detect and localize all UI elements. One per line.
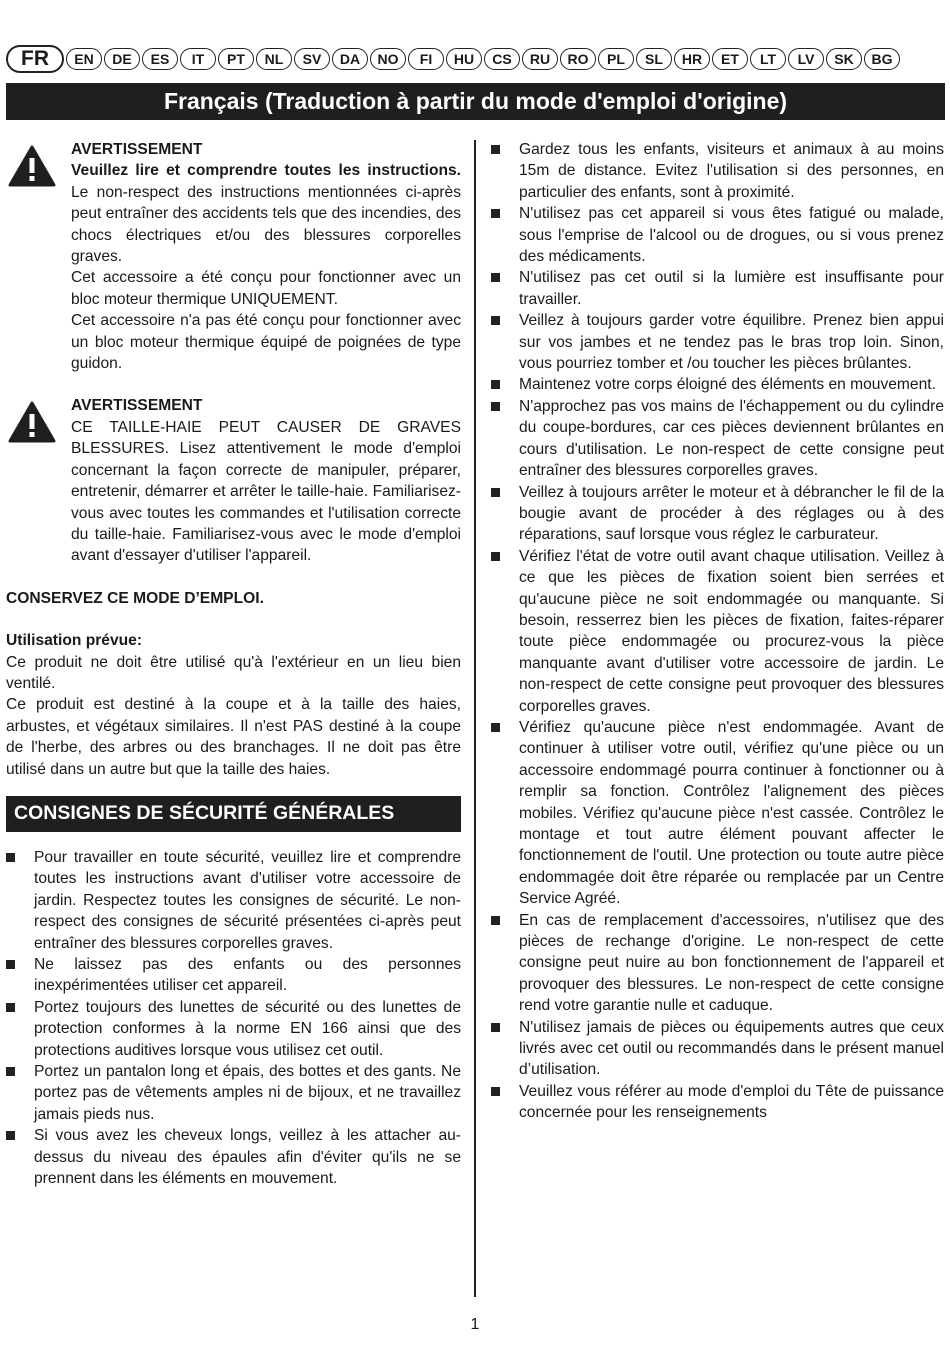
list-item: Vérifiez l'état de votre outil avant chaque utilisation. Veillez à ce que les pièces de fixation soient bien serrées et qu'aucune pièce ne soit endommagée ou manquante. Si besoin, resserrez bien les pièces de fixation, faites-réparer toute pièce endommagée ou procurez-vous la pièce manquante avant d'utiliser votre accessoire de jardin. Le non-respect de cette consigne peut provoquer des blessures corporelles graves. xyxy=(491,546,944,717)
lang-tab-fr: FR xyxy=(6,45,64,73)
lang-tab-sl: SL xyxy=(636,48,672,70)
column-divider xyxy=(474,140,476,1297)
warning-body: Le non-respect des instructions mentionnées ci-après peut entraîner des accidents tels que des incendies, des chocs électriques et/ou des blessures corporelles graves. xyxy=(71,183,461,266)
warning-lead: Veuillez lire et comprendre toutes les instructions. xyxy=(71,162,461,180)
lang-tab-et: ET xyxy=(712,48,748,70)
bullet-square-icon xyxy=(491,488,500,497)
bullet-square-icon xyxy=(6,1131,15,1140)
warning-text xyxy=(71,160,461,267)
warning-block-2 xyxy=(6,395,461,566)
lang-tab-lv: LV xyxy=(788,48,824,70)
lang-tab-pt: PT xyxy=(218,48,254,70)
bullet-square-icon xyxy=(491,916,500,925)
lang-tab-pl: PL xyxy=(598,48,634,70)
warning-para-2: Cet accessoire a été conçu pour fonctionner avec un bloc moteur thermique UNIQUEMENT. xyxy=(71,269,461,308)
lang-tab-da: DA xyxy=(332,48,368,70)
lang-tab-bg: BG xyxy=(864,48,900,70)
bullet-square-icon xyxy=(491,1023,500,1032)
bullet-square-icon xyxy=(491,273,500,282)
lang-tab-fi: FI xyxy=(408,48,444,70)
lang-tab-lt: LT xyxy=(750,48,786,70)
bullet-square-icon xyxy=(6,960,15,969)
bullet-square-icon xyxy=(6,1003,15,1012)
lang-tab-en: EN xyxy=(66,48,102,70)
bullet-square-icon xyxy=(491,380,500,389)
section-heading: CONSIGNES DE SÉCURITÉ GÉNÉRALES xyxy=(6,796,461,832)
lang-tab-nl: NL xyxy=(256,48,292,70)
list-item: Si vous avez les cheveux longs, veillez à les attacher au-dessus du niveau des épaules afin d'éviter qu'ils ne se prennent dans les éléments en mouvement. xyxy=(6,1125,461,1189)
list-item: N'utilisez jamais de pièces ou équipements autres que ceux livrés avec cet outil ou recommandés dans le présent manuel d’utilisation. xyxy=(491,1017,944,1081)
list-item: Vérifiez qu'aucune pièce n'est endommagée. Avant de continuer à utiliser votre outil, vérifiez qu'une pièce ou un accessoire endommagé pourra continuer à fonctionner ou à remplir sa fonction. Contrôlez l'alignement des pièces mobiles. Vérifiez qu'aucune pièce n'est cassée. Contrôlez le montage et tout autre élément pouvant affecter le fonctionnement de l'outil. Une protection ou toute autre pièce endommagée doit être réparée ou remplacée par un Centre Service Agréé. xyxy=(491,717,944,910)
bullet-square-icon xyxy=(6,853,15,862)
lang-tab-cs: CS xyxy=(484,48,520,70)
lang-tab-ru: RU xyxy=(522,48,558,70)
list-item: Portez un pantalon long et épais, des bottes et des gants. Ne portez pas de vêtements amples ni de bijoux, et ne travaillez jamais pieds nus. xyxy=(6,1061,461,1125)
list-item: Veuillez vous référer au mode d'emploi du Tête de puissance concernée pour les renseignements xyxy=(491,1081,944,1124)
bullet-square-icon xyxy=(491,723,500,732)
list-item: N'utilisez pas cet appareil si vous êtes fatigué ou malade, sous l'emprise de l'alcool ou de drogues, ou si vous prenez des médicaments. xyxy=(491,203,944,267)
list-item: Portez toujours des lunettes de sécurité ou des lunettes de protection conformes à la norme EN 166 ainsi que des protections auditives lorsque vous utilisez cet outil. xyxy=(6,997,461,1061)
page-number: 1 xyxy=(470,1316,480,1333)
list-item: Veillez à toujours arrêter le moteur et à débrancher le fil de la bougie avant de procéder à des réglages ou à des réparations, sauf lorsque vous réglez le carburateur. xyxy=(491,482,944,546)
bullet-square-icon xyxy=(491,402,500,411)
list-item: N'utilisez pas cet outil si la lumière est insuffisante pour travailler. xyxy=(491,267,944,310)
bullet-square-icon xyxy=(491,552,500,561)
lang-tab-hr: HR xyxy=(674,48,710,70)
list-item: Gardez tous les enfants, visiteurs et animaux à au moins 15m de distance. Evitez l'utilisation si des personnes, en particulier des enfants, sont à proximité. xyxy=(491,139,944,203)
list-item: En cas de remplacement d'accessoires, n'utilisez que des pièces de rechange d'origine. Le non-respect de cette consigne peut nuire au bon fonctionnement de l'appareil et provoquer des blessures. Le non-respect de cette consigne rend votre garantie nulle et caduque. xyxy=(491,910,944,1017)
list-item: Ne laissez pas des enfants ou des personnes inexpérimentées utiliser cet appareil. xyxy=(6,954,461,997)
intended-use-heading: Utilisation prévue: xyxy=(6,632,143,650)
lang-tab-hu: HU xyxy=(446,48,482,70)
bullet-square-icon xyxy=(491,145,500,154)
bullet-square-icon xyxy=(491,209,500,218)
lang-tab-sv: SV xyxy=(294,48,330,70)
right-column xyxy=(491,139,944,1124)
page-title: Français (Traduction à partir du mode d'emploi d'origine) xyxy=(6,83,945,120)
lang-tab-de: DE xyxy=(104,48,140,70)
warning-triangle-icon xyxy=(8,145,56,187)
lang-tab-sk: SK xyxy=(826,48,862,70)
left-column xyxy=(6,139,461,1189)
bullet-square-icon xyxy=(6,1067,15,1076)
lang-tab-it: IT xyxy=(180,48,216,70)
warning-heading: AVERTISSEMENT xyxy=(71,141,203,158)
safety-list-right xyxy=(491,139,944,1124)
list-item: Veillez à toujours garder votre équilibre. Prenez bien appui sur vos jambes et ne tendez pas le bras trop loin. Sinon, vous pourriez tomber et /ou toucher les pièces brûlantes. xyxy=(491,310,944,374)
safety-list-left xyxy=(6,847,461,1190)
bullet-square-icon xyxy=(491,316,500,325)
list-item: N'approchez pas vos mains de l'échappement ou du cylindre du coupe-bordures, car ces pièces deviennent brûlantes en cours d'utilisation. Le non-respect de cette consigne peut entraîner des blessures corporelles graves. xyxy=(491,396,944,482)
intended-use-para-2: Ce produit est destiné à la coupe et à la taille des haies, arbustes, et végétaux similaires. Il n'est PAS destiné à la coupe de l'herbe, des arbres ou des branchages. Il ne doit pas être utilisé dans un autre but que la taille des haies. xyxy=(6,696,461,778)
intended-use-para-1: Ce produit ne doit être utilisé qu'à l'extérieur en un lieu bien ventilé. xyxy=(6,653,461,692)
lang-tab-es: ES xyxy=(142,48,178,70)
language-tabs xyxy=(6,45,900,73)
warning-para-3: Cet accessoire n'a pas été conçu pour fonctionner avec un bloc moteur thermique équipé de poignées de type guidon. xyxy=(71,312,461,373)
keep-manual-notice: CONSERVEZ CE MODE D’EMPLOI. xyxy=(6,589,264,607)
warning-block-1 xyxy=(6,139,461,374)
lang-tab-no: NO xyxy=(370,48,406,70)
warning-heading: AVERTISSEMENT xyxy=(71,397,203,415)
warning-text: CE TAILLE-HAIE PEUT CAUSER DE GRAVES BLESSURES. Lisez attentivement le mode d'emploi concernant la façon correcte de manipuler, préparer, entretenir, démarrer et arrêter le taille-haie. Familiarisez-vous avec toutes les commandes et l'utilisation correcte du taille-haie. Familiarisez-vous avec le mode d'emploi avant d'essayer d'utiliser l'appareil. xyxy=(71,418,461,565)
lang-tab-ro: RO xyxy=(560,48,596,70)
warning-triangle-icon xyxy=(8,401,56,443)
bullet-square-icon xyxy=(491,1087,500,1096)
list-item: Pour travailler en toute sécurité, veuillez lire et comprendre toutes les instructions avant d'utiliser votre accessoire de jardin. Respectez toutes les consignes de sécurité. Le non-respect des consignes de sécurité présentées ci-après peut entraîner des blessures corporelles graves. xyxy=(6,847,461,954)
list-item: Maintenez votre corps éloigné des éléments en mouvement. xyxy=(491,374,944,395)
